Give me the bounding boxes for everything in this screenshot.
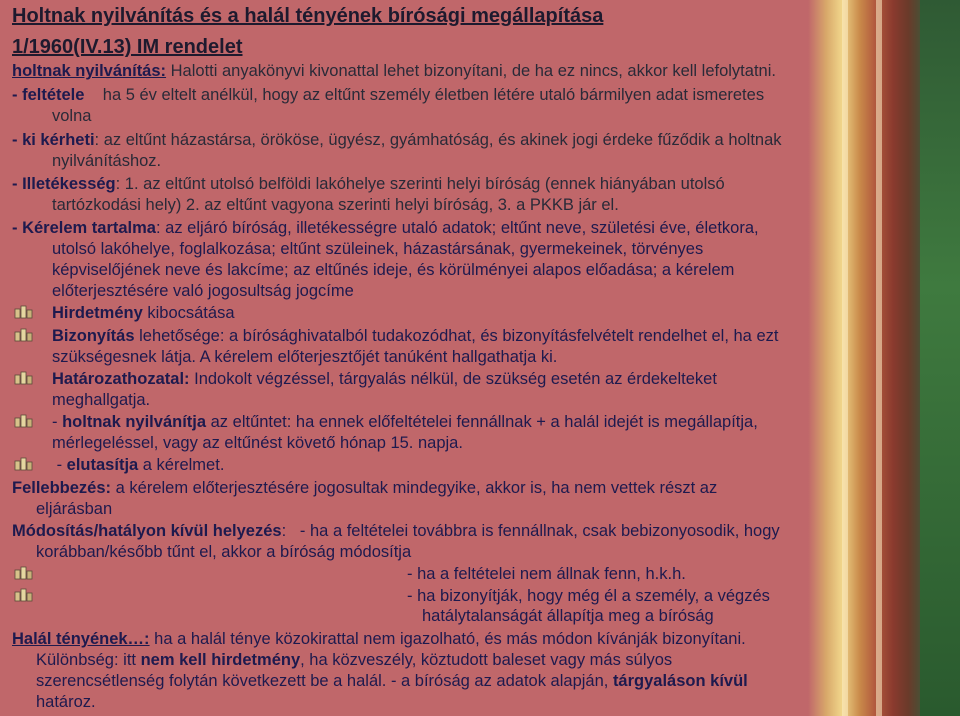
- kerelem-cont1: [52, 240, 703, 259]
- mod-item1-text: - ha a feltételei nem állnak fenn, h.k.h.: [407, 565, 686, 583]
- mod-item2-line: [407, 587, 770, 606]
- kulonbseg-line: [36, 651, 672, 670]
- bizonyitas-cont-text: szükségesnek látja. A kérelem előterjesztőjét tanúként hallgathatja ki.: [52, 348, 558, 366]
- bizonyitas-label: Bizonyítás: [52, 327, 135, 345]
- kerheti-cont: [52, 152, 161, 171]
- bullet-icon: [14, 304, 38, 320]
- bullet-icon: [14, 327, 38, 343]
- fellebbezes-cont: [36, 500, 112, 519]
- bullet-icon: [14, 587, 38, 603]
- illetekesseg-label: - Illetékesség: [12, 175, 116, 193]
- fellebbezes-line: [12, 479, 717, 498]
- holtnak-line: [12, 62, 776, 81]
- kulonbseg-last: [36, 693, 96, 712]
- hirdetmeny-text: kibocsátása: [142, 304, 235, 322]
- nyilvanitja-cont: [52, 434, 463, 453]
- kerelem-cont1-text: utolsó lakóhelye, foglalkozása; eltűnt szüleinek, házastársának, gyermekeinek, törvényes: [52, 240, 704, 258]
- kerelem-label: - Kérelem tartalma: [12, 219, 156, 237]
- holtnak-label: holtnak nyilvánítás:: [12, 62, 167, 80]
- kulonbseg-last-text: határoz.: [36, 693, 96, 711]
- feltetele-cont-text: volna: [52, 107, 92, 125]
- hirdetmeny-line: [52, 304, 235, 323]
- kulonbseg-bold: nem kell hirdetmény: [140, 651, 301, 669]
- bullet-icon: [14, 413, 38, 429]
- fellebbezes-label: Fellebbezés:: [12, 479, 112, 497]
- elutasitja-text: a kérelmet.: [138, 456, 225, 474]
- hatarozat-text: Indokolt végzéssel, tárgyalás nélkül, de szükség esetén az érdekelteket: [189, 370, 717, 388]
- decorative-stripe: [842, 0, 848, 716]
- hatarozat-line: [52, 370, 717, 389]
- kerelem-line: [12, 219, 759, 238]
- feltetele-text: ha 5 év eltelt anélkül, hogy az eltűnt személy életben létére utaló bármilyen adat ismeretes: [84, 86, 765, 104]
- feltetele-cont: [52, 107, 91, 126]
- kerelem-cont3: [52, 282, 354, 301]
- nyilvanitja-cont-text: mérlegeléssel, vagy az eltűnést követő hónap 15. napja.: [52, 434, 463, 452]
- mod-item1-line: [407, 565, 686, 584]
- mod-item2-cont: [422, 607, 714, 626]
- bullet-icon: [14, 456, 38, 472]
- decorative-green-edge: [920, 0, 960, 716]
- bullet-icon: [14, 565, 38, 581]
- mod-item2-text: - ha bizonyítják, hogy még él a személy, a végzés: [407, 587, 770, 605]
- kulonbseg-text-b: , ha közveszély, köztudott baleset vagy más súlyos: [300, 651, 673, 669]
- elutasitja-line: [52, 456, 224, 475]
- modositas-cont-text: korábban/később tűnt el, akkor a bíróság módosítja: [36, 543, 412, 561]
- illetekesseg-text: : 1. az eltűnt utolsó belföldi lakóhelye szerinti helyi bíróság (ennek hiányában utolsó: [115, 175, 725, 193]
- nyilvanitja-label: holtnak nyilvánítja: [62, 413, 207, 431]
- illetekesseg-line: [12, 175, 725, 194]
- title-text-2: 1/1960(IV.13) IM rendelet: [12, 36, 243, 58]
- feltetele-line: [12, 86, 764, 105]
- nyilvanitja-prefix: -: [52, 413, 63, 431]
- kerelem-cont2-text: képviselőjének neve és lakcíme; az eltűnés ideje, és körülményei alapos előadása; a kérelem: [52, 261, 735, 279]
- mod-item2-cont-text: hatálytalanságát állapítja meg a bíróság: [422, 607, 714, 625]
- kerheti-cont-text: nyilvánításhoz.: [52, 152, 162, 170]
- bullet-icon: [14, 370, 38, 386]
- hatarozat-cont-text: meghallgatja.: [52, 391, 151, 409]
- kulonbseg-cont-bold: tárgyaláson kívül: [612, 672, 748, 690]
- illetekesseg-cont-text: tartózkodási hely) 2. az eltűnt vagyona szerinti helyi bíróság, 3. a PKKB jár el.: [52, 196, 619, 214]
- nyilvanitja-line: [52, 413, 758, 432]
- kerheti-line: [12, 131, 782, 150]
- title-line1: [12, 4, 603, 28]
- elutasitja-label: elutasítja: [66, 456, 139, 474]
- bizonyitas-text: lehetősége: a bírósághivatalból tudakozódhat, és bizonyításfelvételt rendelhet el, ha ezt: [134, 327, 779, 345]
- elutasitja-prefix: -: [52, 456, 67, 474]
- illetekesseg-cont: [52, 196, 619, 215]
- modositas-cont: [36, 543, 411, 562]
- kerelem-cont2: [52, 261, 734, 280]
- halal-text: ha a halál ténye közokirattal nem igazolható, és más módon kívánják bizonyítani.: [149, 630, 746, 648]
- halal-line: [12, 630, 746, 649]
- title-line2: [12, 35, 243, 59]
- title-text-1: Holtnak nyilvánítás és a halál tényének bírósági megállapítása: [12, 5, 604, 27]
- feltetele-label: - feltétele: [12, 86, 85, 104]
- modositas-text: : - ha a feltételei továbbra is fennállnak, csak bebizonyosodik, hogy: [281, 522, 780, 540]
- fellebbezes-cont-text: eljárásban: [36, 500, 113, 518]
- kerheti-text: : az eltűnt házastársa, örököse, ügyész, gyámhatóság, és akinek jogi érdeke fűződik a holtnak: [94, 131, 782, 149]
- modositas-label: Módosítás/hatályon kívül helyezés: [12, 522, 282, 540]
- kerelem-text: : az eljáró bíróság, illetékességre utaló adatok; eltűnt neve, születési éve, életkora,: [155, 219, 759, 237]
- decorative-stripe: [876, 0, 882, 716]
- kerheti-label: - ki kérheti: [12, 131, 95, 149]
- bizonyitas-line: [52, 327, 778, 346]
- fellebbezes-text: a kérelem előterjesztésére jogosultak mindegyike, akkor is, ha nem vettek részt az: [111, 479, 718, 497]
- hatarozat-label: Határozathozatal:: [52, 370, 190, 388]
- kulonbseg-cont-text: szerencsétlenség folytán következett be a halál. - a bíróság az adatok alapján,: [36, 672, 613, 690]
- modositas-line: [12, 522, 780, 541]
- kulonbseg-text-a: Különbség: itt: [36, 651, 141, 669]
- hirdetmeny-label: Hirdetmény: [52, 304, 143, 322]
- hatarozat-cont: [52, 391, 150, 410]
- holtnak-text: Halotti anyakönyvi kivonattal lehet bizonyítani, de ha ez nincs, akkor kell lefolytatni.: [166, 62, 776, 80]
- kerelem-cont3-text: előterjesztésére való jogosultság jogcíme: [52, 282, 354, 300]
- halal-label: Halál tényének…:: [12, 630, 150, 648]
- bizonyitas-cont: [52, 348, 557, 367]
- kulonbseg-cont: [36, 672, 748, 691]
- nyilvanitja-text: az eltűntet: ha ennek előfeltételei fennállnak + a halál idejét is megállapítja,: [206, 413, 758, 431]
